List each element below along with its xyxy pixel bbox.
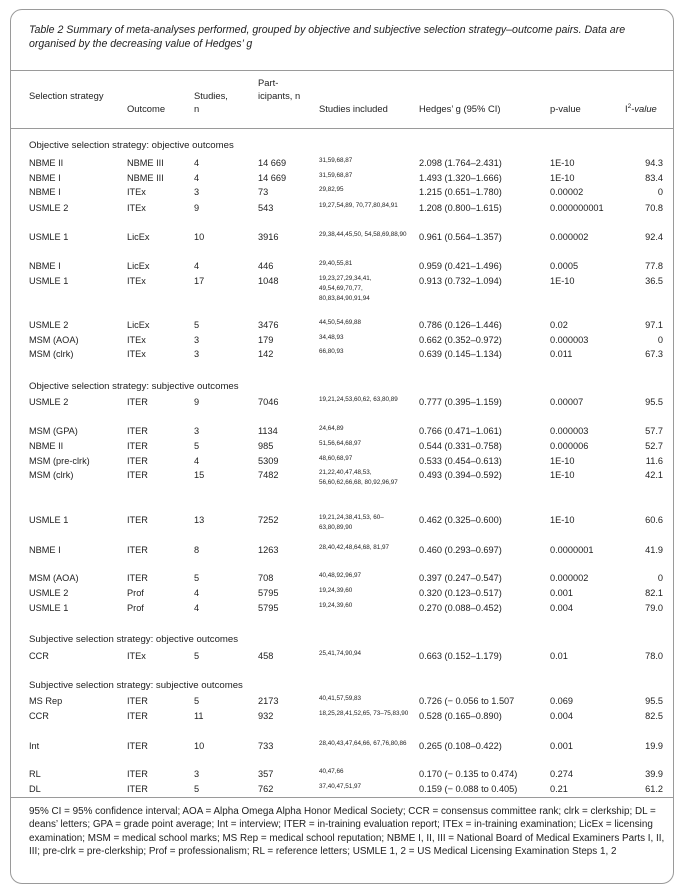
- cell-selection-strategy: USMLE 2: [29, 203, 69, 213]
- table-footnote: 95% CI = 95% confidence interval; AOA = Alpha Omega Alpha Honor Medical Society; CCR = consensus committee rank; clrk = clerkship; DL = deans’ letters; GPA = grade point average; Int = interview; ITER = in-training evaluation report; ITEx = in-training examination; LicEx = licensing examination; MSM = medical school marks; MS Rep = medical school reputation; NBME I, II, III = National Board of Medical Examiners Parts I, II, III; pre-clrk = pre-clerkship; Prof = professionalism; RL = reference letters; USMLE 1, 2 = US Medical Licensing Examination Steps 1, 2: [29, 806, 665, 858]
- cell-selection-strategy: MSM (AOA): [29, 335, 79, 345]
- cell-hedges-g: 0.663 (0.152–1.179): [419, 651, 502, 661]
- cell-i2-value: 57.7: [645, 426, 663, 436]
- cell-hedges-g: 2.098 (1.764–2.431): [419, 158, 502, 168]
- cell-hedges-g: 0.786 (0.126–1.446): [419, 320, 502, 330]
- cell-selection-strategy: MS Rep: [29, 696, 63, 706]
- cell-hedges-g: 0.544 (0.331–0.758): [419, 441, 502, 451]
- cell-studies: 4: [194, 603, 200, 613]
- cell-hedges-g: 0.397 (0.247–0.547): [419, 573, 502, 583]
- cell-p-value: 0.069: [550, 696, 573, 706]
- cell-hedges-g: 0.460 (0.293–0.697): [419, 545, 502, 555]
- cell-outcome: NBME III: [127, 158, 164, 168]
- cell-outcome: LicEx: [127, 232, 150, 242]
- cell-studies: 4: [194, 588, 200, 598]
- cell-studies-included: 40,48,92,96,97: [319, 572, 362, 579]
- cell-studies: 4: [194, 261, 200, 271]
- cell-participants: 179: [258, 335, 274, 345]
- cell-studies: 10: [194, 232, 205, 242]
- cell-selection-strategy: MSM (AOA): [29, 573, 79, 583]
- cell-selection-strategy: USMLE 2: [29, 588, 69, 598]
- cell-i2-value: 78.0: [645, 651, 663, 661]
- cell-i2-value: 95.5: [645, 696, 663, 706]
- cell-participants: 1263: [258, 545, 279, 555]
- cell-i2-value: 70.8: [645, 203, 663, 213]
- cell-outcome: ITEx: [127, 349, 146, 359]
- cell-outcome: Prof: [127, 603, 144, 613]
- cell-p-value: 0.21: [550, 784, 568, 794]
- cell-participants: 3916: [258, 232, 279, 242]
- cell-studies: 15: [194, 470, 205, 480]
- cell-i2-value: 11.6: [645, 456, 663, 466]
- cell-selection-strategy: USMLE 1: [29, 515, 69, 525]
- cell-studies: 5: [194, 696, 200, 706]
- cell-p-value: 1E-10: [550, 456, 575, 466]
- cell-i2-value: 94.3: [645, 158, 663, 168]
- cell-p-value: 0.001: [550, 741, 573, 751]
- cell-i2-value: 0: [657, 573, 663, 583]
- cell-p-value: 0.000006: [550, 441, 589, 451]
- cell-selection-strategy: MSM (GPA): [29, 426, 78, 436]
- cell-studies: 3: [194, 426, 200, 436]
- cell-i2-value: 79.0: [645, 603, 663, 613]
- cell-hedges-g: 0.270 (0.088–0.452): [419, 603, 502, 613]
- cell-participants: 142: [258, 349, 274, 359]
- cell-outcome: ITER: [127, 711, 148, 721]
- cell-studies-included: 21,22,40,47,48,53, 56,60,62,66,68, 80,92,96,97: [319, 469, 398, 486]
- cell-p-value: 0.0005: [550, 261, 579, 271]
- cell-participants: 932: [258, 711, 274, 721]
- cell-selection-strategy: USMLE 2: [29, 320, 69, 330]
- cell-selection-strategy: MSM (pre-clrk): [29, 456, 90, 466]
- cell-studies-included: 19,24,39,60: [319, 602, 353, 609]
- cell-hedges-g: 0.320 (0.123–0.517): [419, 588, 502, 598]
- cell-p-value: 0.0000001: [550, 545, 594, 555]
- cell-studies: 5: [194, 784, 200, 794]
- cell-studies: 8: [194, 545, 200, 555]
- cell-selection-strategy: MSM (clrk): [29, 349, 74, 359]
- cell-selection-strategy: NBME I: [29, 187, 61, 197]
- section-title: Objective selection strategy: subjective outcomes: [29, 381, 239, 392]
- cell-i2-value: 83.4: [645, 173, 663, 183]
- cell-selection-strategy: NBME I: [29, 173, 61, 183]
- cell-i2-value: 82.1: [645, 588, 663, 598]
- cell-outcome: ITER: [127, 741, 148, 751]
- cell-p-value: 0.01: [550, 651, 568, 661]
- cell-p-value: 1E-10: [550, 173, 575, 183]
- cell-studies: 11: [194, 711, 204, 721]
- cell-i2-value: 61.2: [645, 784, 663, 794]
- cell-selection-strategy: CCR: [29, 651, 49, 661]
- cell-selection-strategy: NBME I: [29, 545, 61, 555]
- cell-selection-strategy: MSM (clrk): [29, 470, 74, 480]
- cell-outcome: ITER: [127, 456, 148, 466]
- cell-outcome: ITER: [127, 784, 148, 794]
- header-i2-value: [625, 100, 657, 115]
- cell-p-value: 0.000003: [550, 426, 589, 436]
- cell-selection-strategy: Int: [29, 741, 40, 751]
- cell-participants: 2173: [258, 696, 279, 706]
- cell-studies-included: 19,24,39,60: [319, 587, 353, 594]
- cell-studies-included: 19,23,27,29,34,41, 49,54,69,70,77, 80,83,84,90,91,94: [319, 275, 372, 302]
- cell-hedges-g: 1.208 (0.800–1.615): [419, 203, 502, 213]
- cell-i2-value: 67.3: [645, 349, 663, 359]
- cell-hedges-g: 0.493 (0.394–0.592): [419, 470, 502, 480]
- cell-studies-included: 28,40,43,47,64,66, 67,76,80,86: [319, 740, 407, 747]
- cell-i2-value: 77.8: [645, 261, 663, 271]
- cell-studies-included: 28,40,42,48,64,68, 81,97: [319, 544, 390, 551]
- cell-participants: 1134: [258, 426, 278, 436]
- cell-studies-included: 51,56,64,68,97: [319, 440, 362, 447]
- cell-hedges-g: 0.913 (0.732–1.094): [419, 276, 502, 286]
- cell-studies-included: 24,64,89: [319, 425, 344, 432]
- cell-outcome: ITEx: [127, 651, 146, 661]
- header-hedges-g: Hedges’ g (95% CI): [419, 103, 501, 114]
- cell-studies-included: 18,25,28,41,52,65, 73–75,83,90: [319, 710, 409, 717]
- cell-hedges-g: 1.493 (1.320–1.666): [419, 173, 502, 183]
- cell-p-value: 1E-10: [550, 276, 575, 286]
- header-studies-included: Studies included: [319, 103, 388, 114]
- cell-i2-value: 97.1: [645, 320, 663, 330]
- cell-i2-value: 39.9: [645, 769, 663, 779]
- cell-p-value: 0.274: [550, 769, 573, 779]
- cell-i2-value: 41.9: [645, 545, 663, 555]
- cell-i2-value: 92.4: [645, 232, 663, 242]
- cell-outcome: ITER: [127, 515, 148, 525]
- cell-hedges-g: 0.528 (0.165–0.890): [419, 711, 502, 721]
- cell-outcome: Prof: [127, 588, 144, 598]
- cell-studies: 5: [194, 651, 200, 661]
- cell-hedges-g: 0.959 (0.421–1.496): [419, 261, 502, 271]
- cell-studies-included: 31,59,68,87: [319, 157, 353, 164]
- header-studies: Studies, n: [194, 90, 228, 114]
- section-title: Objective selection strategy: objective outcomes: [29, 140, 234, 151]
- cell-studies: 3: [194, 349, 200, 359]
- cell-outcome: ITER: [127, 696, 148, 706]
- cell-participants: 5795: [258, 603, 279, 613]
- cell-participants: 357: [258, 769, 274, 779]
- cell-outcome: ITEx: [127, 276, 146, 286]
- cell-selection-strategy: USMLE 1: [29, 276, 69, 286]
- cell-p-value: 0.011: [550, 349, 573, 359]
- cell-studies: 9: [194, 203, 200, 213]
- cell-studies-included: 29,40,55,81: [319, 260, 353, 267]
- cell-selection-strategy: NBME II: [29, 158, 64, 168]
- cell-participants: 3476: [258, 320, 279, 330]
- table-caption: Table 2 Summary of meta-analyses performed, grouped by objective and subjective selection strategy–outcome pairs. Data are organised by the decreasing value of Hedges’ g: [29, 24, 626, 50]
- cell-i2-value: 0: [657, 187, 663, 197]
- cell-p-value: 1E-10: [550, 515, 575, 525]
- cell-participants: 446: [258, 261, 274, 271]
- cell-studies: 3: [194, 335, 200, 345]
- cell-outcome: ITER: [127, 573, 148, 583]
- cell-studies: 4: [194, 173, 200, 183]
- cell-studies: 5: [194, 320, 200, 330]
- cell-hedges-g: 0.766 (0.471–1.061): [419, 426, 502, 436]
- cell-selection-strategy: RL: [29, 769, 41, 779]
- cell-selection-strategy: DL: [29, 784, 41, 794]
- header-participants: Part-icipants, n: [258, 77, 301, 101]
- cell-participants: 985: [258, 441, 274, 451]
- cell-selection-strategy: USMLE 2: [29, 397, 69, 407]
- cell-studies-included: 29,38,44,45,50, 54,58,69,88,90: [319, 231, 407, 238]
- cell-hedges-g: 0.777 (0.395–1.159): [419, 397, 502, 407]
- cell-outcome: ITER: [127, 470, 148, 480]
- cell-hedges-g: 0.170 (− 0.135 to 0.474): [419, 769, 518, 779]
- cell-selection-strategy: CCR: [29, 711, 49, 721]
- cell-participants: 14 669: [258, 158, 287, 168]
- cell-participants: 14 669: [258, 173, 287, 183]
- cell-i2-value: 60.6: [645, 515, 663, 525]
- header-i2-superscript: 2: [627, 103, 632, 110]
- cell-outcome: ITER: [127, 769, 148, 779]
- header-i2-letter: I: [625, 103, 628, 115]
- cell-p-value: 0.004: [550, 711, 573, 721]
- cell-outcome: ITER: [127, 441, 148, 451]
- cell-hedges-g: 0.265 (0.108–0.422): [419, 741, 502, 751]
- cell-studies: 5: [194, 441, 200, 451]
- cell-p-value: 0.000002: [550, 232, 589, 242]
- cell-p-value: 0.000002: [550, 573, 589, 583]
- cell-studies-included: 31,59,68,87: [319, 172, 353, 179]
- cell-participants: 7482: [258, 470, 279, 480]
- cell-selection-strategy: USMLE 1: [29, 603, 69, 613]
- cell-hedges-g: 0.662 (0.352–0.972): [419, 335, 502, 345]
- cell-hedges-g: 0.533 (0.454–0.613): [419, 456, 502, 466]
- cell-participants: 458: [258, 651, 274, 661]
- cell-hedges-g: 0.462 (0.325–0.600): [419, 515, 502, 525]
- cell-p-value: 0.001: [550, 588, 573, 598]
- cell-selection-strategy: USMLE 1: [29, 232, 69, 242]
- section-title: Subjective selection strategy: objective outcomes: [29, 634, 239, 645]
- cell-outcome: NBME III: [127, 173, 164, 183]
- cell-hedges-g: 1.215 (0.651–1.780): [419, 187, 502, 197]
- cell-selection-strategy: NBME II: [29, 441, 64, 451]
- cell-p-value: 1E-10: [550, 470, 575, 480]
- cell-participants: 733: [258, 741, 274, 751]
- cell-outcome: ITER: [127, 545, 148, 555]
- header-outcome: Outcome: [127, 103, 166, 114]
- cell-outcome: ITEx: [127, 335, 146, 345]
- cell-participants: 543: [258, 203, 274, 213]
- cell-studies: 4: [194, 158, 200, 168]
- cell-p-value: 0.00002: [550, 187, 584, 197]
- header-selection-strategy: Selection strategy: [29, 90, 104, 101]
- cell-p-value: 0.00007: [550, 397, 584, 407]
- cell-studies: 9: [194, 397, 200, 407]
- cell-studies-included: 25,41,74,90,94: [319, 650, 362, 657]
- bottom-rule: [11, 797, 673, 798]
- cell-outcome: ITEx: [127, 187, 146, 197]
- cell-studies-included: 19,27,54,89, 70,77,80,84,91: [319, 202, 398, 209]
- cell-participants: 708: [258, 573, 274, 583]
- cell-studies-included: 44,50,54,69,88: [319, 319, 362, 326]
- table-frame: [10, 9, 674, 884]
- cell-hedges-g: 0.961 (0.564–1.357): [419, 232, 502, 242]
- cell-i2-value: 0: [657, 335, 663, 345]
- cell-participants: 1048: [258, 276, 279, 286]
- header-rule: [11, 128, 673, 129]
- cell-i2-value: 95.5: [645, 397, 663, 407]
- cell-participants: 7046: [258, 397, 279, 407]
- cell-i2-value: 52.7: [645, 441, 663, 451]
- cell-studies-included: 19,21,24,53,60,62, 63,80,89: [319, 396, 398, 403]
- cell-studies-included: 29,82,95: [319, 186, 344, 193]
- cell-participants: 5309: [258, 456, 279, 466]
- cell-outcome: ITER: [127, 397, 148, 407]
- top-rule: [11, 70, 673, 71]
- cell-outcome: ITER: [127, 426, 148, 436]
- cell-i2-value: 82.5: [645, 711, 663, 721]
- cell-studies-included: 40,47,66: [319, 768, 344, 775]
- cell-studies: 3: [194, 187, 200, 197]
- cell-selection-strategy: NBME I: [29, 261, 61, 271]
- cell-outcome: LicEx: [127, 261, 150, 271]
- cell-studies-included: 34,48,93: [319, 334, 344, 341]
- cell-studies-included: 37,40,47,51,97: [319, 783, 362, 790]
- cell-participants: 762: [258, 784, 274, 794]
- cell-outcome: ITEx: [127, 203, 146, 213]
- cell-outcome: LicEx: [127, 320, 150, 330]
- cell-participants: 73: [258, 187, 269, 197]
- cell-i2-value: 19.9: [645, 741, 663, 751]
- cell-studies: 3: [194, 769, 200, 779]
- cell-participants: 7252: [258, 515, 279, 525]
- cell-studies: 13: [194, 515, 205, 525]
- cell-studies-included: 48,60,68,97: [319, 455, 353, 462]
- cell-studies: 10: [194, 741, 205, 751]
- cell-studies: 4: [194, 456, 200, 466]
- cell-p-value: 0.000003: [550, 335, 589, 345]
- cell-studies: 5: [194, 573, 200, 583]
- cell-hedges-g: 0.726 (− 0.056 to 1.507: [419, 696, 515, 706]
- section-title: Subjective selection strategy: subjective outcomes: [29, 680, 243, 691]
- cell-hedges-g: 0.639 (0.145–1.134): [419, 349, 502, 359]
- cell-hedges-g: 0.159 (− 0.088 to 0.405): [419, 784, 518, 794]
- cell-p-value: 1E-10: [550, 158, 575, 168]
- cell-p-value: 0.004: [550, 603, 573, 613]
- header-p-value: p-value: [550, 103, 581, 114]
- cell-studies-included: 40,41,57,59,83: [319, 695, 362, 702]
- header-i2-suffix: -value: [631, 103, 657, 115]
- cell-i2-value: 36.5: [645, 276, 663, 286]
- cell-studies-included: 66,80,93: [319, 348, 344, 355]
- cell-studies: 17: [194, 276, 205, 286]
- cell-p-value: 0.02: [550, 320, 568, 330]
- cell-p-value: 0.000000001: [550, 203, 604, 213]
- cell-i2-value: 42.1: [645, 470, 663, 480]
- cell-studies-included: 19,21,24,38,41,53, 60–63,80,89,90: [319, 514, 384, 531]
- cell-participants: 5795: [258, 588, 279, 598]
